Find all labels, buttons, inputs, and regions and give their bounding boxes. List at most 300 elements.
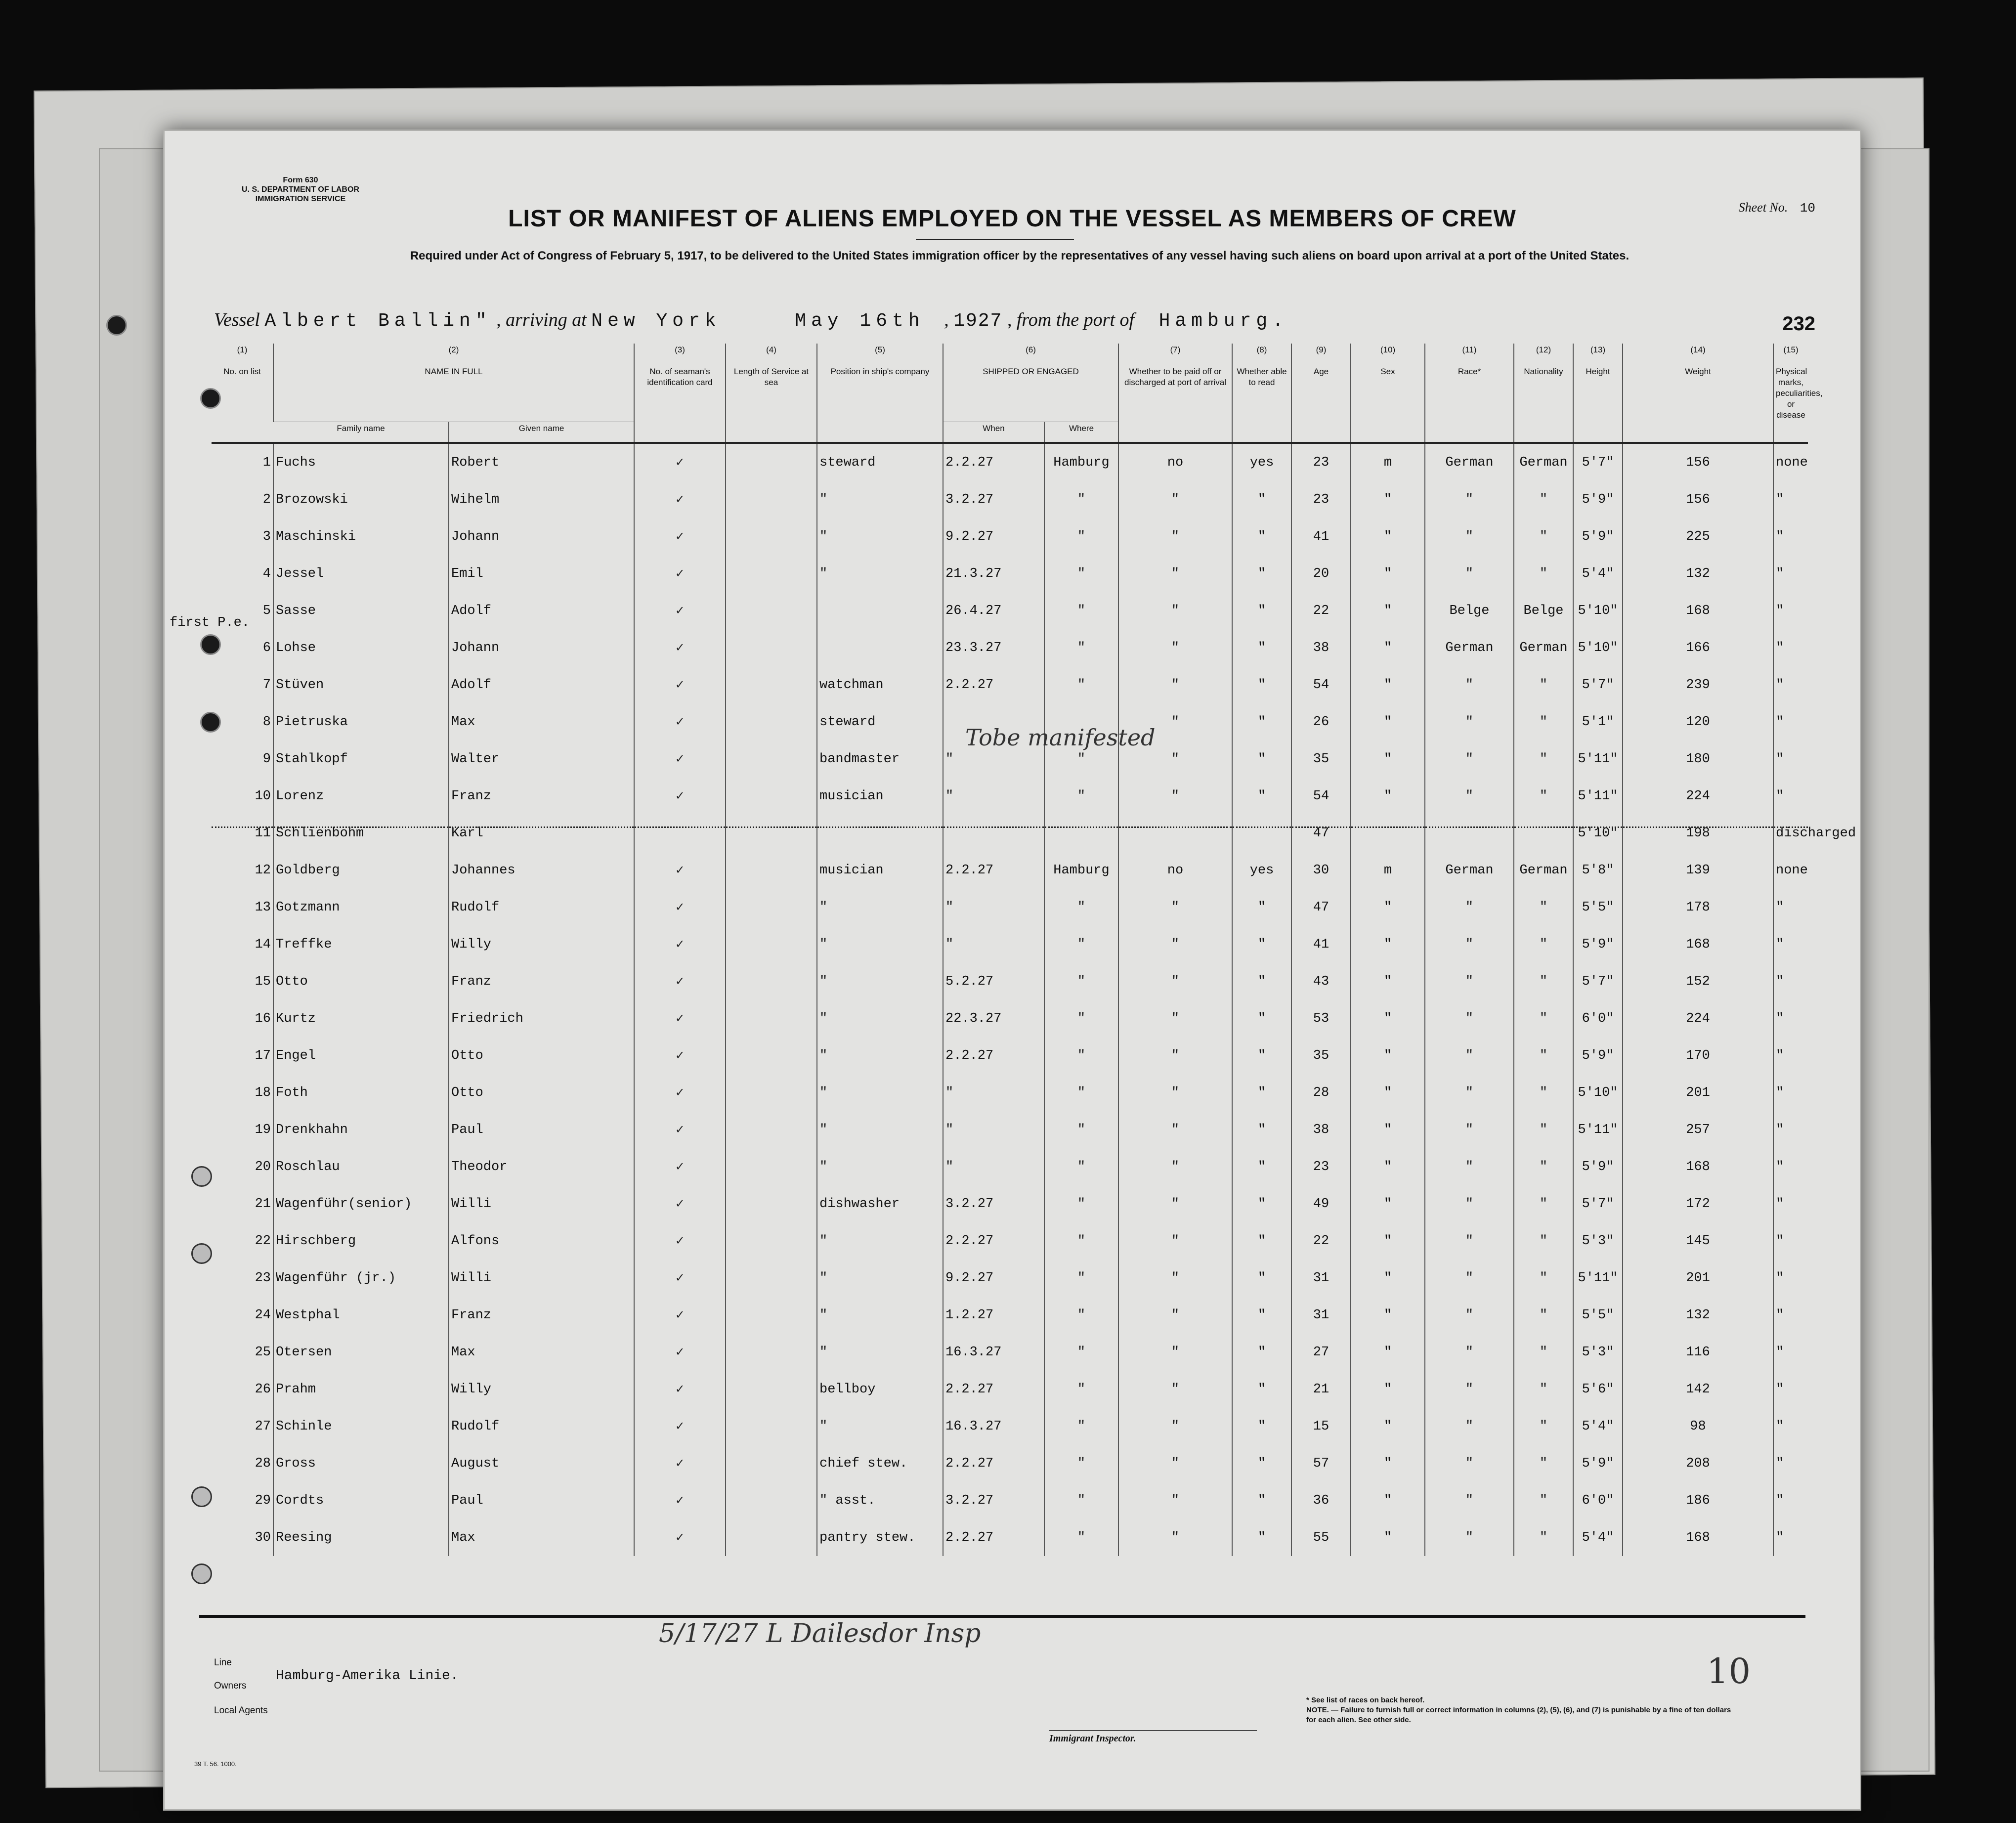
column-number: (9) [1291, 344, 1351, 365]
paid-off: " [1118, 1297, 1232, 1334]
race: " [1425, 1259, 1514, 1297]
length-of-service [726, 1185, 817, 1222]
weight: 186 [1623, 1482, 1773, 1519]
race: " [1425, 1000, 1514, 1037]
able-to-read: yes [1232, 852, 1291, 889]
given-name: Franz [449, 963, 634, 1000]
shipped-where: Hamburg [1044, 443, 1118, 481]
shipped-when: " [943, 1148, 1044, 1185]
check-mark-icon: ✓ [634, 592, 726, 629]
shipped-where: " [1044, 1111, 1118, 1148]
sex: " [1351, 1111, 1425, 1148]
race: " [1425, 1371, 1514, 1408]
position: " [817, 1222, 943, 1259]
sex: " [1351, 1297, 1425, 1334]
punch-hole [191, 1243, 212, 1264]
table-row [212, 1148, 1808, 1185]
sex: " [1351, 926, 1425, 963]
length-of-service [726, 481, 817, 518]
row-number: 10 [255, 788, 271, 804]
family-name: Prahm [273, 1371, 449, 1408]
printer-mark: 39 T. 56. 1000. [194, 1760, 237, 1768]
table-row [212, 1371, 1808, 1408]
table-row [212, 1445, 1808, 1482]
able-to-read: " [1232, 1185, 1291, 1222]
given-name: Rudolf [449, 889, 634, 926]
header-shipped-or-engaged: SHIPPED OR ENGAGED [943, 365, 1118, 422]
shipped-when: 2.2.27 [943, 1445, 1044, 1482]
check-mark-icon: ✓ [634, 1519, 726, 1556]
weight: 156 [1623, 481, 1773, 518]
row-number: 16 [255, 1011, 271, 1026]
punch-hole [191, 1166, 212, 1187]
family-name: Schlienbohm [273, 815, 449, 852]
position: " [817, 1074, 943, 1111]
length-of-service [726, 1037, 817, 1074]
id-card-check [634, 815, 726, 852]
position: " [817, 1334, 943, 1371]
age: 38 [1291, 629, 1351, 666]
position: " [817, 1259, 943, 1297]
shipped-when: 3.2.27 [943, 481, 1044, 518]
sex: " [1351, 740, 1425, 778]
able-to-read: " [1232, 1111, 1291, 1148]
age: 31 [1291, 1259, 1351, 1297]
shipped-when: 2.2.27 [943, 666, 1044, 703]
row-number: 25 [255, 1345, 271, 1360]
position: " [817, 518, 943, 555]
department-name: U. S. DEPARTMENT OF LABOR [242, 185, 359, 194]
age: 30 [1291, 852, 1351, 889]
inspector-signature: 5/17/27 L Dailesdor Insp [659, 1619, 981, 1649]
family-name: Drenkhahn [273, 1111, 449, 1148]
shipped-when: 9.2.27 [943, 518, 1044, 555]
length-of-service [726, 740, 817, 778]
sex: " [1351, 1037, 1425, 1074]
table-row [212, 1482, 1808, 1519]
height: 5'7" [1573, 1185, 1623, 1222]
page-subtitle: Required under Act of Congress of February 5, 1917, to be delivered to the United States immigration officer by the representatives of any vessel having such aliens on board upon arrival at a port of the United States. [410, 249, 1630, 262]
page-title: LIST OR MANIFEST OF ALIENS EMPLOYED ON THE VESSEL AS MEMBERS OF CREW [508, 206, 1516, 232]
length-of-service [726, 666, 817, 703]
position: chief stew. [817, 1445, 943, 1482]
table-row [212, 926, 1808, 963]
position: " [817, 481, 943, 518]
crew-manifest-table [212, 344, 1856, 1556]
length-of-service [726, 703, 817, 740]
given-name: Friedrich [449, 1000, 634, 1037]
given-name: Max [449, 703, 634, 740]
shipped-where: " [1044, 963, 1118, 1000]
height: 5'9" [1573, 518, 1623, 555]
nationality: " [1514, 666, 1573, 703]
position: " [817, 889, 943, 926]
weight: 170 [1623, 1037, 1773, 1074]
sex: " [1351, 778, 1425, 815]
paid-off: " [1118, 740, 1232, 778]
length-of-service [726, 629, 817, 666]
header-height: Height [1573, 365, 1623, 443]
weight: 145 [1623, 1222, 1773, 1259]
shipped-when: 3.2.27 [943, 1482, 1044, 1519]
family-name: Maschinski [273, 518, 449, 555]
able-to-read: " [1232, 1222, 1291, 1259]
age: 47 [1291, 889, 1351, 926]
paid-off [1118, 815, 1232, 852]
length-of-service [726, 1482, 817, 1519]
shipped-where: " [1044, 926, 1118, 963]
age: 21 [1291, 1371, 1351, 1408]
weight: 116 [1623, 1334, 1773, 1371]
nationality: " [1514, 481, 1573, 518]
position [817, 592, 943, 629]
height: 5'3" [1573, 1334, 1623, 1371]
position: watchman [817, 666, 943, 703]
given-name: Alfons [449, 1222, 634, 1259]
shipped-where: " [1044, 592, 1118, 629]
given-name: Max [449, 1334, 634, 1371]
given-name: Franz [449, 778, 634, 815]
nationality: " [1514, 703, 1573, 740]
form-identifier [219, 175, 382, 204]
nationality: German [1514, 443, 1573, 481]
sex: " [1351, 1519, 1425, 1556]
header-no-on-list: No. on list [223, 367, 261, 376]
nationality: " [1514, 1482, 1573, 1519]
nationality: " [1514, 1334, 1573, 1371]
nationality: " [1514, 1297, 1573, 1334]
table-row [212, 1334, 1808, 1371]
row-number: 19 [255, 1122, 271, 1137]
column-number: (2) [273, 344, 634, 365]
table-row [212, 778, 1808, 815]
race: " [1425, 889, 1514, 926]
shipped-when: 2.2.27 [943, 852, 1044, 889]
header-where: Where [1044, 422, 1118, 443]
weight: 168 [1623, 926, 1773, 963]
line-label: Line [214, 1657, 232, 1668]
nationality: " [1514, 1111, 1573, 1148]
age: 35 [1291, 740, 1351, 778]
able-to-read: " [1232, 1519, 1291, 1556]
race: " [1425, 1148, 1514, 1185]
table-row [212, 1222, 1808, 1259]
punch-hole [106, 315, 127, 336]
check-mark-icon: ✓ [634, 555, 726, 592]
table-row [212, 592, 1808, 629]
age: 41 [1291, 926, 1351, 963]
able-to-read: " [1232, 555, 1291, 592]
weight: 225 [1623, 518, 1773, 555]
shipped-when: 9.2.27 [943, 1259, 1044, 1297]
physical-marks: " [1773, 889, 1808, 926]
position: " [817, 1037, 943, 1074]
shipped-where: Hamburg [1044, 852, 1118, 889]
nationality: German [1514, 629, 1573, 666]
weight: 132 [1623, 555, 1773, 592]
given-name: Willy [449, 926, 634, 963]
height: 5'11" [1573, 1259, 1623, 1297]
age: 35 [1291, 1037, 1351, 1074]
weight: 201 [1623, 1259, 1773, 1297]
column-number: (1) [237, 345, 248, 354]
family-name: Reesing [273, 1519, 449, 1556]
able-to-read [1232, 815, 1291, 852]
shipped-where: " [1044, 1445, 1118, 1482]
nationality: " [1514, 778, 1573, 815]
shipped-when: " [943, 1074, 1044, 1111]
length-of-service [726, 926, 817, 963]
sex: " [1351, 889, 1425, 926]
check-mark-icon: ✓ [634, 740, 726, 778]
row-number: 14 [255, 937, 271, 952]
family-name: Brozowski [273, 481, 449, 518]
weight: 142 [1623, 1371, 1773, 1408]
shipped-when: 3.2.27 [943, 1185, 1044, 1222]
length-of-service [726, 778, 817, 815]
sex: " [1351, 1445, 1425, 1482]
given-name: Otto [449, 1037, 634, 1074]
physical-marks: " [1773, 1074, 1808, 1111]
age: 27 [1291, 1334, 1351, 1371]
weight: 198 [1623, 815, 1773, 852]
family-name: Engel [273, 1037, 449, 1074]
nationality: " [1514, 555, 1573, 592]
race: " [1425, 518, 1514, 555]
height: 5'9" [1573, 1445, 1623, 1482]
column-number: (3) [634, 344, 726, 365]
physical-marks: " [1773, 1111, 1808, 1148]
check-mark-icon: ✓ [634, 1037, 726, 1074]
age: 23 [1291, 1148, 1351, 1185]
race: " [1425, 1074, 1514, 1111]
paid-off: " [1118, 889, 1232, 926]
given-name: Willy [449, 1371, 634, 1408]
age: 31 [1291, 1297, 1351, 1334]
sex: " [1351, 1148, 1425, 1185]
physical-marks: " [1773, 1371, 1808, 1408]
column-number: (14) [1623, 344, 1773, 365]
physical-marks: " [1773, 1185, 1808, 1222]
check-mark-icon: ✓ [634, 1334, 726, 1371]
weight: 168 [1623, 1148, 1773, 1185]
height: 5'10" [1573, 629, 1623, 666]
nationality: " [1514, 740, 1573, 778]
nationality: " [1514, 518, 1573, 555]
table-row [212, 1408, 1808, 1445]
shipped-where [1044, 815, 1118, 852]
physical-marks: " [1773, 555, 1808, 592]
check-mark-icon: ✓ [634, 963, 726, 1000]
physical-marks: " [1773, 1222, 1808, 1259]
sex: " [1351, 1482, 1425, 1519]
length-of-service [726, 963, 817, 1000]
able-to-read: " [1232, 1148, 1291, 1185]
sex: " [1351, 481, 1425, 518]
able-to-read: " [1232, 889, 1291, 926]
check-mark-icon: ✓ [634, 889, 726, 926]
able-to-read: " [1232, 926, 1291, 963]
check-mark-icon: ✓ [634, 1000, 726, 1037]
check-mark-icon: ✓ [634, 666, 726, 703]
height: 5'8" [1573, 852, 1623, 889]
shipped-where: " [1044, 1185, 1118, 1222]
position: steward [817, 703, 943, 740]
sex: " [1351, 1334, 1425, 1371]
nationality: " [1514, 1148, 1573, 1185]
table-row [212, 1000, 1808, 1037]
shipped-where: " [1044, 1408, 1118, 1445]
form-number: Form 630 [283, 176, 318, 184]
service-name: IMMIGRATION SERVICE [255, 195, 346, 203]
check-mark-icon: ✓ [634, 518, 726, 555]
check-mark-icon: ✓ [634, 1222, 726, 1259]
family-name: Pietruska [273, 703, 449, 740]
height: 5'11" [1573, 778, 1623, 815]
table-row [212, 481, 1808, 518]
sex: m [1351, 443, 1425, 481]
age: 54 [1291, 778, 1351, 815]
nationality: " [1514, 1185, 1573, 1222]
able-to-read: " [1232, 1297, 1291, 1334]
able-to-read: " [1232, 1408, 1291, 1445]
family-name: Otersen [273, 1334, 449, 1371]
check-mark-icon: ✓ [634, 1111, 726, 1148]
column-number: (10) [1351, 344, 1425, 365]
length-of-service [726, 1222, 817, 1259]
row-number: 26 [255, 1382, 271, 1397]
row-number: 24 [255, 1307, 271, 1323]
family-name: Lohse [273, 629, 449, 666]
family-name: Sasse [273, 592, 449, 629]
physical-marks: " [1773, 1037, 1808, 1074]
shipped-where: " [1044, 1222, 1118, 1259]
position: " [817, 1148, 943, 1185]
paid-off: " [1118, 926, 1232, 963]
length-of-service [726, 1259, 817, 1297]
shipped-when: 2.2.27 [943, 1037, 1044, 1074]
length-of-service [726, 1111, 817, 1148]
shipped-where: " [1044, 1074, 1118, 1111]
weight: 201 [1623, 1074, 1773, 1111]
race: " [1425, 1519, 1514, 1556]
given-name: August [449, 1445, 634, 1482]
check-mark-icon: ✓ [634, 1371, 726, 1408]
height: 5'9" [1573, 1148, 1623, 1185]
height: 5'4" [1573, 555, 1623, 592]
family-name: Foth [273, 1074, 449, 1111]
shipped-where: " [1044, 1334, 1118, 1371]
table-row [212, 1111, 1808, 1148]
race: " [1425, 703, 1514, 740]
sex: " [1351, 555, 1425, 592]
position: bandmaster [817, 740, 943, 778]
header-paid-off: Whether to be paid off or discharged at port of arrival [1118, 365, 1232, 443]
sex: " [1351, 629, 1425, 666]
physical-marks: discharged [1773, 815, 1808, 852]
row-number: 23 [255, 1270, 271, 1286]
race: Belge [1425, 592, 1514, 629]
able-to-read: " [1232, 481, 1291, 518]
row-number: 11 [212, 815, 273, 852]
shipped-when: 16.3.27 [943, 1408, 1044, 1445]
position [817, 629, 943, 666]
race [1425, 815, 1514, 852]
length-of-service [726, 1074, 817, 1111]
nationality: " [1514, 926, 1573, 963]
shipped-when: 1.2.27 [943, 1297, 1044, 1334]
physical-marks: " [1773, 1297, 1808, 1334]
check-mark-icon: ✓ [634, 1297, 726, 1334]
check-mark-icon: ✓ [634, 926, 726, 963]
table-row [212, 1185, 1808, 1222]
sex: " [1351, 666, 1425, 703]
page-number: 232 [1782, 313, 1815, 335]
table-row [212, 1074, 1808, 1111]
able-to-read: " [1232, 778, 1291, 815]
length-of-service [726, 1371, 817, 1408]
header-when: When [943, 422, 1044, 443]
paid-off: " [1118, 778, 1232, 815]
height: 5'7" [1573, 963, 1623, 1000]
able-to-read: " [1232, 666, 1291, 703]
row-number: 18 [255, 1085, 271, 1100]
age: 47 [1291, 815, 1351, 852]
family-name: Lorenz [273, 778, 449, 815]
age: 38 [1291, 1111, 1351, 1148]
row-number: 22 [255, 1233, 271, 1249]
local-agents-label: Local Agents [214, 1705, 268, 1716]
given-name: Walter [449, 740, 634, 778]
header-family-name: Family name [273, 422, 449, 443]
able-to-read: " [1232, 1445, 1291, 1482]
paid-off: " [1118, 1445, 1232, 1482]
paid-off: " [1118, 1371, 1232, 1408]
shipped-when: " [943, 889, 1044, 926]
header-name-in-full: NAME IN FULL [273, 365, 634, 422]
height: 5'1" [1573, 703, 1623, 740]
weight: 120 [1623, 703, 1773, 740]
sheet-label: Sheet No. [1738, 200, 1788, 215]
table-row [212, 1259, 1808, 1297]
family-name: Schinle [273, 1408, 449, 1445]
row-number: 30 [255, 1530, 271, 1545]
shipped-where: " [1044, 518, 1118, 555]
shipped-when: 16.3.27 [943, 1334, 1044, 1371]
header-given-name: Given name [449, 422, 634, 443]
race: German [1425, 443, 1514, 481]
shipped-when: 22.3.27 [943, 1000, 1044, 1037]
shipped-where: " [1044, 1259, 1118, 1297]
row-number: 4 [262, 566, 271, 581]
weight: 224 [1623, 778, 1773, 815]
title-rule [916, 239, 1074, 240]
nationality: " [1514, 1000, 1573, 1037]
nationality: " [1514, 1222, 1573, 1259]
family-name: Wagenführ (jr.) [273, 1259, 449, 1297]
length-of-service [726, 1519, 817, 1556]
nationality: " [1514, 1259, 1573, 1297]
length-of-service [726, 518, 817, 555]
given-name: Johannes [449, 852, 634, 889]
sex: " [1351, 518, 1425, 555]
given-name: Wihelm [449, 481, 634, 518]
weight: 152 [1623, 963, 1773, 1000]
given-name: Max [449, 1519, 634, 1556]
race: " [1425, 926, 1514, 963]
arrival-port: New York [591, 310, 721, 332]
check-mark-icon: ✓ [634, 629, 726, 666]
